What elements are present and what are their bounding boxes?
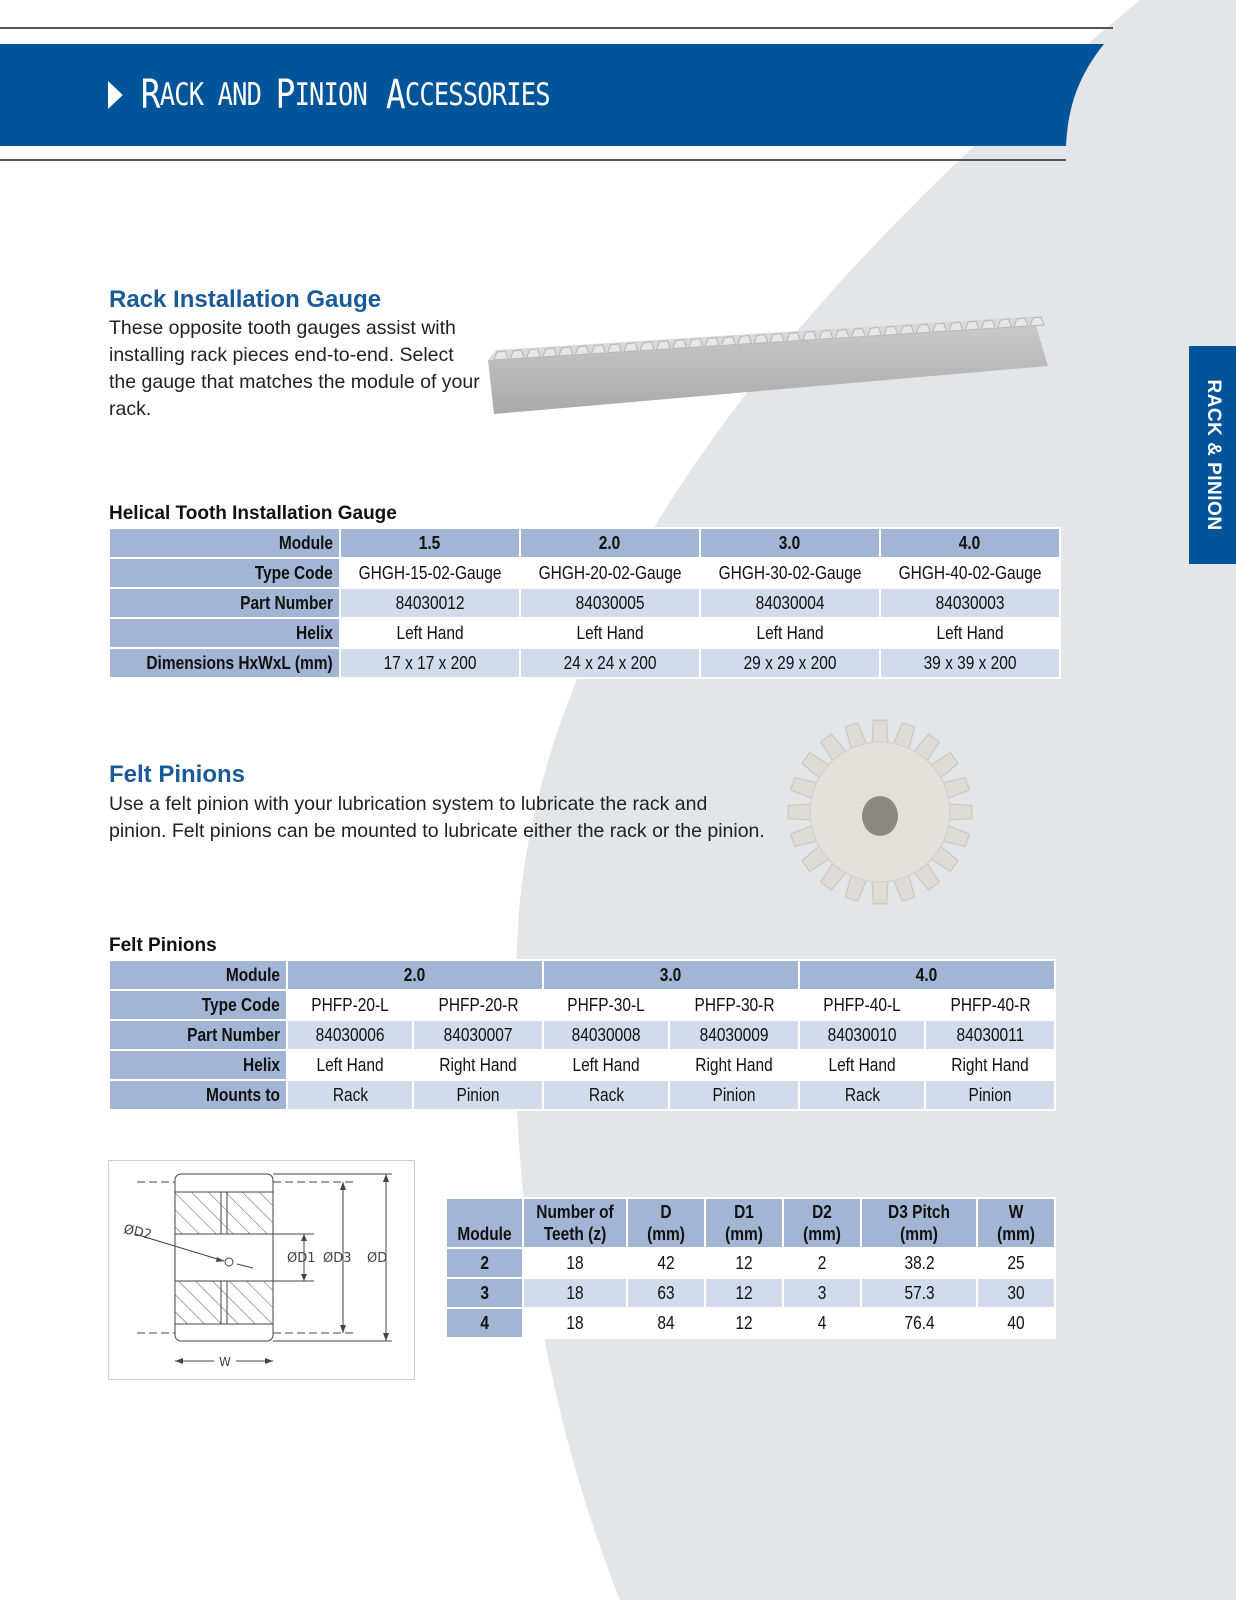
helical-gauge-table-title: Helical Tooth Installation Gauge <box>109 503 397 524</box>
table-cell <box>340 528 520 558</box>
table-cell <box>799 1020 925 1050</box>
header-line-2: Module <box>457 1224 512 1244</box>
table-cell-text: 1.5 <box>418 532 441 553</box>
header-line-2: (mm) <box>647 1224 685 1244</box>
dim-header-row <box>446 1198 1055 1248</box>
module-cell <box>446 1248 523 1278</box>
table-cell <box>287 1080 413 1110</box>
rack-gauge-image <box>488 298 1053 416</box>
column-header <box>977 1198 1055 1248</box>
table-cell-text: 24 x 24 x 200 <box>563 652 657 673</box>
table-cell <box>880 648 1060 678</box>
module-cell-text: 2 <box>480 1252 490 1273</box>
table-cell <box>523 1308 627 1338</box>
table-cell <box>413 1050 543 1080</box>
column-header-text <box>647 1201 685 1245</box>
gauge-row <box>109 648 1060 678</box>
row-label-text: Part Number <box>187 1024 280 1045</box>
felt-row <box>109 1020 1055 1050</box>
table-cell <box>705 1308 783 1338</box>
header-line-1: Number of <box>536 1202 614 1222</box>
table-cell-text: 76.4 <box>903 1312 935 1333</box>
table-cell-text: 84 <box>657 1312 675 1333</box>
table-cell-text: Left Hand <box>316 1054 384 1075</box>
table-cell <box>627 1278 705 1308</box>
table-cell-text: GHGH-20-02-Gauge <box>538 562 682 583</box>
table-cell <box>287 1020 413 1050</box>
module-cell <box>543 960 799 990</box>
table-cell-text: 84030010 <box>827 1024 897 1045</box>
diagram-label-d2: ØD2 <box>122 1222 154 1243</box>
table-cell <box>287 1050 413 1080</box>
table-cell-text: Left Hand <box>828 1054 896 1075</box>
table-cell-text: Right Hand <box>951 1054 1029 1075</box>
row-label-text: Module <box>278 532 333 553</box>
table-cell-text: 57.3 <box>903 1282 935 1303</box>
column-header <box>627 1198 705 1248</box>
row-label-text: Helix <box>242 1054 280 1075</box>
table-cell-text: Left Hand <box>572 1054 640 1075</box>
table-cell-text: 84030012 <box>395 592 465 613</box>
header-line-1: D2 <box>812 1202 832 1222</box>
table-cell-text: 84030006 <box>315 1024 385 1045</box>
table-cell-text: GHGH-15-02-Gauge <box>358 562 502 583</box>
row-label-text: Part Number <box>239 592 333 613</box>
table-cell-text: 25 <box>1007 1252 1025 1273</box>
table-cell <box>861 1248 977 1278</box>
table-cell <box>977 1248 1055 1278</box>
row-label <box>109 648 340 678</box>
dim-row <box>446 1308 1055 1338</box>
table-cell-text: 30 <box>1007 1282 1025 1303</box>
table-cell-text: 12 <box>735 1312 753 1333</box>
table-cell-text: 63 <box>657 1282 675 1303</box>
table-cell-text: 4 <box>817 1312 827 1333</box>
table-cell-text: PHFP-20-R <box>438 994 519 1015</box>
table-cell <box>520 618 700 648</box>
table-cell <box>543 1050 669 1080</box>
felt-row <box>109 990 1055 1020</box>
felt-row <box>109 1050 1055 1080</box>
table-cell <box>799 1080 925 1110</box>
table-cell-text: 18 <box>566 1282 584 1303</box>
page-title: R ACK AND P INION A CCESSORIES <box>108 72 550 118</box>
row-label <box>109 960 287 990</box>
table-cell-text: Pinion <box>456 1084 500 1105</box>
table-cell-text: PHFP-40-R <box>950 994 1031 1015</box>
table-cell <box>340 588 520 618</box>
column-header <box>523 1198 627 1248</box>
gear-tooth <box>948 804 972 820</box>
diagram-label-d1: ØD1 <box>287 1251 316 1266</box>
column-header-text <box>888 1201 950 1245</box>
table-cell-text: 84030003 <box>935 592 1005 613</box>
table-cell-text: 84030011 <box>956 1024 1024 1045</box>
header-line-2: (mm) <box>803 1224 842 1244</box>
table-cell-text: 42 <box>657 1252 675 1273</box>
table-cell-text: 2.0 <box>599 532 621 553</box>
table-cell-text: 84030008 <box>571 1024 641 1045</box>
table-cell <box>413 1020 543 1050</box>
column-header <box>861 1198 977 1248</box>
dim-row <box>446 1278 1055 1308</box>
row-label-text: Type Code <box>254 562 333 583</box>
table-cell-text: 17 x 17 x 200 <box>383 652 477 673</box>
rack-gauge-heading: Rack Installation Gauge <box>109 286 382 313</box>
gauge-row <box>109 528 1060 558</box>
table-cell <box>700 528 880 558</box>
table-cell <box>669 1080 799 1110</box>
table-cell-text: Left Hand <box>756 622 824 643</box>
table-cell <box>861 1308 977 1338</box>
gear-tooth <box>788 804 812 820</box>
table-cell-text: 3.0 <box>779 532 801 553</box>
table-cell <box>880 588 1060 618</box>
table-cell <box>700 648 880 678</box>
module-cell-text: 3 <box>480 1282 490 1303</box>
table-cell <box>340 618 520 648</box>
row-label-text: Dimensions HxWxL (mm) <box>146 652 333 673</box>
table-cell <box>880 528 1060 558</box>
table-cell <box>880 618 1060 648</box>
gauge-row <box>109 558 1060 588</box>
table-cell <box>340 648 520 678</box>
bottom-rule <box>0 159 1066 161</box>
rack-gauge-description: These opposite tooth gauges assist with installing rack pieces end-to-end. Select the gauge that matches the module of your rack. <box>109 317 480 420</box>
diagram-label-d: ØD <box>367 1251 388 1266</box>
table-cell <box>520 648 700 678</box>
table-cell-text: GHGH-30-02-Gauge <box>718 562 862 583</box>
table-cell <box>925 1050 1055 1080</box>
table-cell <box>977 1308 1055 1338</box>
column-header <box>705 1198 783 1248</box>
table-cell <box>669 990 799 1020</box>
felt-pinions-heading: Felt Pinions <box>109 761 246 788</box>
table-cell <box>543 1020 669 1050</box>
table-cell-text: 18 <box>566 1252 584 1273</box>
table-cell <box>705 1248 783 1278</box>
table-cell <box>799 1050 925 1080</box>
play-triangle-icon <box>108 81 123 109</box>
header-line-1: D3 Pitch <box>888 1202 950 1222</box>
column-header-text <box>457 1201 511 1245</box>
table-cell <box>543 1080 669 1110</box>
table-cell-text: PHFP-30-R <box>694 994 775 1015</box>
table-cell-text: 40 <box>1007 1312 1025 1333</box>
felt-pinions-table <box>108 959 1056 1111</box>
row-label <box>109 1080 287 1110</box>
column-header-text <box>725 1201 763 1245</box>
dim-row <box>446 1248 1055 1278</box>
module-cell-text: 4.0 <box>916 964 938 985</box>
table-cell <box>925 1020 1055 1050</box>
header-line-2: (mm) <box>900 1224 938 1244</box>
row-label <box>109 990 287 1020</box>
table-cell-text: 29 x 29 x 200 <box>743 652 837 673</box>
gear-tooth <box>872 720 888 744</box>
table-cell <box>413 990 543 1020</box>
gauge-row <box>109 588 1060 618</box>
table-cell <box>627 1308 705 1338</box>
table-cell <box>520 528 700 558</box>
table-cell <box>627 1248 705 1278</box>
table-cell <box>700 588 880 618</box>
table-cell <box>669 1050 799 1080</box>
header-line-2: (mm) <box>997 1224 1035 1244</box>
table-cell <box>520 558 700 588</box>
row-label <box>109 618 340 648</box>
gauge-row <box>109 618 1060 648</box>
row-label-text: Mounts to <box>206 1084 280 1105</box>
top-rule <box>0 27 1113 29</box>
table-cell-text: 84030005 <box>575 592 645 613</box>
table-cell <box>700 618 880 648</box>
row-label <box>109 1020 287 1050</box>
header-line-2: (mm) <box>725 1224 763 1244</box>
row-label <box>109 588 340 618</box>
table-cell-text: 84030007 <box>443 1024 513 1045</box>
table-cell-text: 84030004 <box>755 592 825 613</box>
table-cell <box>880 558 1060 588</box>
module-cell-text: 4 <box>480 1312 490 1333</box>
cross-section-drawing <box>109 1161 414 1379</box>
row-label <box>109 528 340 558</box>
row-label <box>109 558 340 588</box>
module-cell <box>446 1308 523 1338</box>
side-tab-label: RACK & PINION <box>1202 379 1224 531</box>
felt-module-row <box>109 960 1055 990</box>
table-cell-text: Right Hand <box>439 1054 517 1075</box>
table-cell <box>340 558 520 588</box>
table-cell <box>523 1248 627 1278</box>
table-cell-text: 3 <box>817 1282 827 1303</box>
module-cell <box>799 960 1055 990</box>
table-cell <box>705 1278 783 1308</box>
row-label-text: Helix <box>295 622 333 643</box>
header-line-1: D <box>660 1202 672 1222</box>
module-cell-text: 2.0 <box>404 964 426 985</box>
side-tab-rack-pinion[interactable] <box>1189 346 1236 564</box>
table-cell <box>925 990 1055 1020</box>
row-label-text: Type Code <box>202 994 280 1015</box>
table-cell <box>543 990 669 1020</box>
felt-row <box>109 1080 1055 1110</box>
table-cell <box>861 1278 977 1308</box>
table-cell-text: PHFP-40-L <box>823 994 901 1015</box>
row-label-text: Module <box>225 964 280 985</box>
table-cell <box>925 1080 1055 1110</box>
table-cell-text: Rack <box>844 1084 880 1105</box>
table-cell <box>520 588 700 618</box>
header-line-1: W <box>1008 1202 1024 1222</box>
gear-tooth <box>872 880 888 904</box>
table-cell-text: Rack <box>332 1084 368 1105</box>
table-cell-text: GHGH-40-02-Gauge <box>898 562 1042 583</box>
module-cell <box>287 960 543 990</box>
column-header-text <box>997 1201 1035 1245</box>
module-cell-text: 3.0 <box>660 964 682 985</box>
table-cell-text: 2 <box>817 1252 827 1273</box>
table-cell-text: Left Hand <box>396 622 464 643</box>
diagram-label-w: W <box>219 1355 231 1369</box>
table-cell-text: 38.2 <box>903 1252 935 1273</box>
module-cell <box>446 1278 523 1308</box>
felt-pinion-image <box>780 712 980 912</box>
felt-pinions-description: Use a felt pinion with your lubrication system to lubricate the rack and pinion. Felt pinions can be mounted to lubricate either the rack or the pinion. <box>109 793 765 842</box>
header-line-1: D1 <box>734 1202 754 1222</box>
row-label <box>109 1050 287 1080</box>
table-cell-text: 84030009 <box>699 1024 769 1045</box>
table-cell-text: Rack <box>588 1084 624 1105</box>
dimensions-table <box>445 1197 1056 1339</box>
table-cell-text: 39 x 39 x 200 <box>923 652 1017 673</box>
table-cell-text: Pinion <box>968 1084 1012 1105</box>
table-cell-text: PHFP-30-L <box>567 994 645 1015</box>
table-cell <box>783 1278 861 1308</box>
table-cell-text: Left Hand <box>936 622 1004 643</box>
table-cell-text: 4.0 <box>959 532 981 553</box>
table-cell-text: 18 <box>566 1312 584 1333</box>
felt-pinion-diagram <box>108 1160 415 1380</box>
column-header <box>446 1198 523 1248</box>
column-header-text <box>536 1201 613 1245</box>
table-cell-text: 12 <box>735 1252 753 1273</box>
diagram-label-d3: ØD3 <box>323 1251 352 1266</box>
table-cell <box>523 1278 627 1308</box>
table-cell-text: Left Hand <box>576 622 644 643</box>
table-cell <box>783 1308 861 1338</box>
table-cell-text: Pinion <box>712 1084 756 1105</box>
header-line-2: Teeth (z) <box>543 1224 607 1244</box>
table-cell-text: Right Hand <box>695 1054 773 1075</box>
table-cell <box>977 1278 1055 1308</box>
table-cell-text: PHFP-20-L <box>311 994 389 1015</box>
table-cell <box>799 990 925 1020</box>
table-cell-text: 12 <box>735 1282 753 1303</box>
table-cell <box>783 1248 861 1278</box>
table-cell <box>669 1020 799 1050</box>
table-cell <box>287 990 413 1020</box>
column-header <box>783 1198 861 1248</box>
table-cell <box>700 558 880 588</box>
column-header-text <box>803 1201 841 1245</box>
table-cell <box>413 1080 543 1110</box>
felt-pinions-table-title: Felt Pinions <box>109 935 217 956</box>
helical-gauge-table <box>108 527 1061 679</box>
